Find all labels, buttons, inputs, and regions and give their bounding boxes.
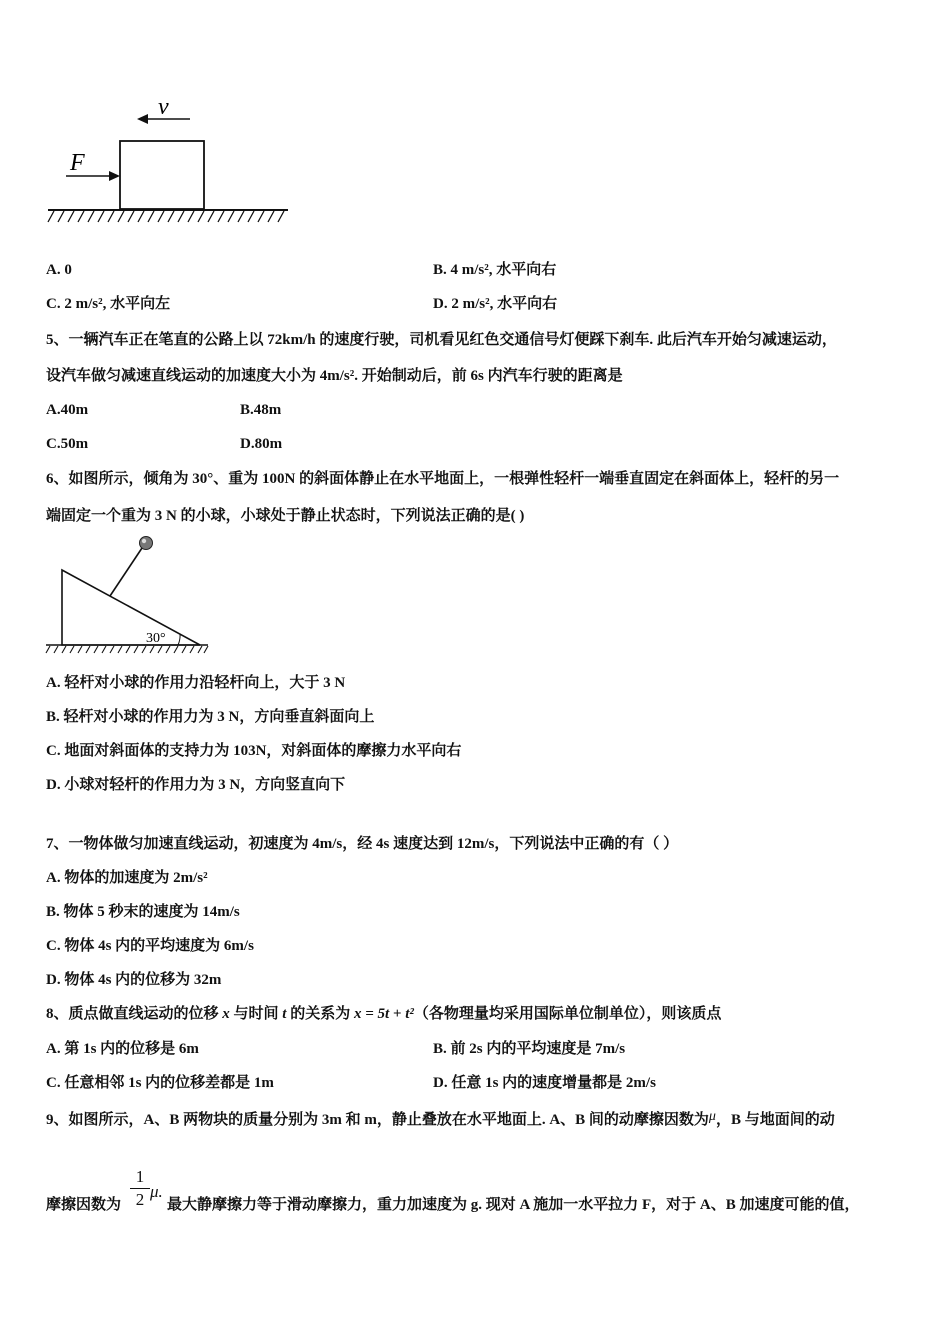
q9-frac-denominator: 2 xyxy=(135,1190,145,1209)
ground-hatch-2 xyxy=(46,646,208,653)
angle-arc xyxy=(178,634,180,645)
q8-var-x: x xyxy=(222,1006,230,1022)
angle-label: 30° xyxy=(146,631,166,646)
q9-text-a: 9、如图所示，A、B 两物块的质量分别为 3m 和 m，静止叠放在水平地面上. A、B 间的动摩擦因数为 xyxy=(46,1112,709,1128)
block xyxy=(120,141,204,209)
q7-option-d: D. 物体 4s 内的位移为 32m xyxy=(46,972,222,988)
q5-option-d: D.80m xyxy=(240,436,283,452)
q8-var-t: t xyxy=(282,1006,287,1022)
q6-stem-line2: 端固定一个重为 3 N 的小球，小球处于静止状态时，下列说法正确的是( ) xyxy=(46,508,525,524)
force-label: F xyxy=(70,150,85,176)
q9-frac-bar xyxy=(130,1188,150,1189)
block-force-figure xyxy=(40,92,300,227)
q6-option-d: D. 小球对轻杆的作用力为 3 N，方向竖直向下 xyxy=(46,777,346,793)
q5-stem-line2: 设汽车做匀减速直线运动的加速度大小为 4m/s². 开始制动后，前 6s 内汽车行驶的距离是 xyxy=(46,368,623,384)
incline-wedge xyxy=(62,570,200,645)
q9-stem-line2-rest: 最大静摩擦力等于滑动摩擦力，重力加速度为 g. 现对 A 施加一水平拉力 F，对于 A、B 加速度可能的值， xyxy=(167,1197,860,1213)
q5-stem-line1: 5、一辆汽车正在笔直的公路上以 72km/h 的速度行驶，司机看见红色交通信号灯便踩下刹车. 此后汽车开始匀减速运动， xyxy=(46,332,837,348)
q9-mu-symbol: μ xyxy=(708,1109,716,1124)
q8-option-b: B. 前 2s 内的平均速度是 7m/s xyxy=(433,1041,626,1057)
q8-option-a: A. 第 1s 内的位移是 6m xyxy=(46,1041,199,1057)
light-rod xyxy=(110,548,142,596)
q8-option-d: D. 任意 1s 内的速度增量都是 2m/s xyxy=(433,1075,656,1091)
q5-option-c: C.50m xyxy=(46,436,89,452)
ground-hatch xyxy=(48,211,284,222)
q5-option-b: B.48m xyxy=(240,402,282,418)
q9-stem-line2-start: 摩擦因数为 xyxy=(46,1197,122,1213)
q6-option-c: C. 地面对斜面体的支持力为 103N，对斜面体的摩擦力水平向右 xyxy=(46,743,462,759)
q6-option-b: B. 轻杆对小球的作用力为 3 N，方向垂直斜面向上 xyxy=(46,709,375,725)
q8-stem xyxy=(46,1004,721,1024)
q4-option-c: C. 2 m/s², 水平向左 xyxy=(46,296,171,312)
q9-text-b: ，B 与地面间的动 xyxy=(715,1112,835,1128)
q4-option-d: D. 2 m/s², 水平向右 xyxy=(433,296,558,312)
velocity-arrowhead xyxy=(137,114,148,124)
q7-stem: 7、一物体做匀加速直线运动，初速度为 4m/s，经 4s 速度达到 12m/s，下列说法中正确的有（ ） xyxy=(46,836,679,852)
force-arrowhead xyxy=(109,171,120,181)
incline-figure xyxy=(42,532,222,657)
q9-fraction xyxy=(130,1168,150,1209)
q9-mu-symbol-2: μ. xyxy=(150,1182,163,1201)
q4-option-a: A. 0 xyxy=(46,262,72,278)
q8-text-d: （各物理量均采用国际单位制单位），则该质点 xyxy=(413,1006,722,1022)
q5-option-a: A.40m xyxy=(46,402,89,418)
q8-option-c: C. 任意相邻 1s 内的位移差都是 1m xyxy=(46,1075,274,1091)
q9-frac-numerator: 1 xyxy=(135,1167,145,1186)
q6-option-a: A. 轻杆对小球的作用力沿轻杆向上，大于 3 N xyxy=(46,675,346,691)
q8-text-c: 的关系为 xyxy=(286,1006,354,1022)
q9-stem-line1 xyxy=(46,1107,835,1130)
q8-text-b: 与时间 xyxy=(229,1006,283,1022)
q8-equation: x = 5t + t² xyxy=(353,1006,414,1022)
velocity-label: v xyxy=(158,94,169,120)
q7-option-b: B. 物体 5 秒末的速度为 14m/s xyxy=(46,904,240,920)
ball-highlight xyxy=(142,539,146,543)
q6-stem-line1: 6、如图所示，倾角为 30°、重为 100N 的斜面体静止在水平地面上，一根弹性轻杆一端垂直固定在斜面体上，轻杆的另一 xyxy=(46,471,840,487)
q4-option-b: B. 4 m/s², 水平向右 xyxy=(433,262,557,278)
q7-option-a: A. 物体的加速度为 2m/s² xyxy=(46,870,208,886)
small-ball xyxy=(140,537,153,550)
q8-text-a: 8、质点做直线运动的位移 xyxy=(46,1006,223,1022)
q7-option-c: C. 物体 4s 内的平均速度为 6m/s xyxy=(46,938,254,954)
